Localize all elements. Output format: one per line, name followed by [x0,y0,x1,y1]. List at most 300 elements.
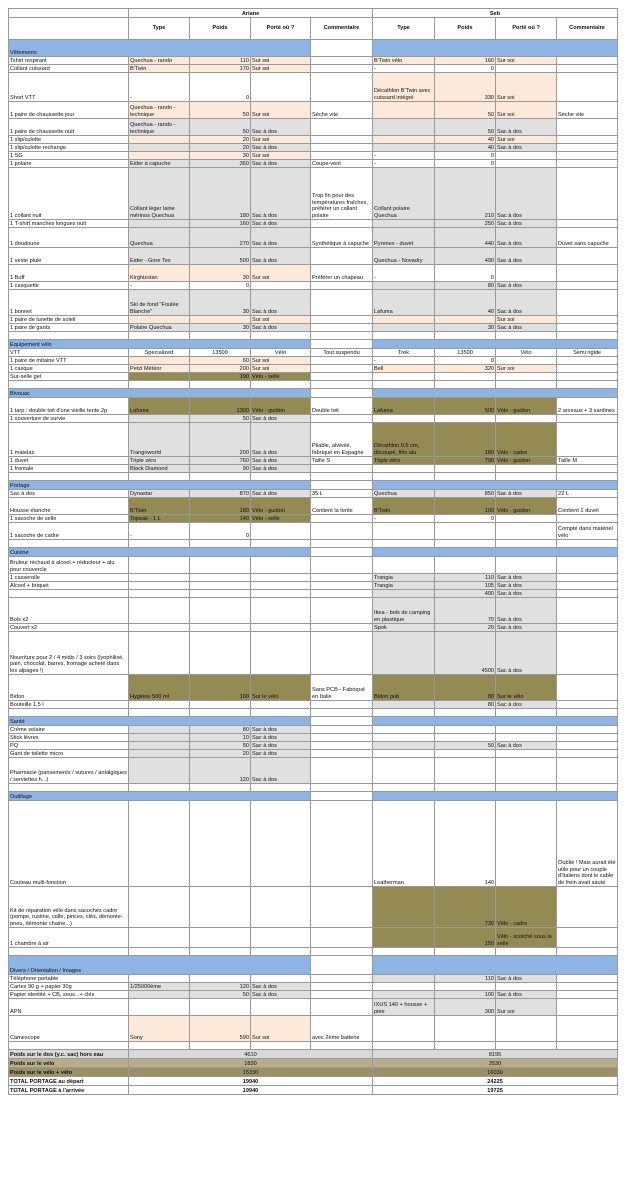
ariane-commentaire: Pliable, alvéolé, fabriqué en Espagne [311,423,373,457]
seb-poids [435,332,496,340]
seb-porte-ou: Vélo - cadre [496,423,557,457]
ariane-commentaire [311,119,373,136]
seb-type: Collant polaire Quechua [373,168,435,220]
item-label: 1 tarp : double toit d'une vieille tente 2p [9,398,129,415]
table-row [9,119,618,136]
ariane-poids: 0 [190,523,251,540]
ariane-poids: 0 [190,73,251,102]
seb-poids: 80 [435,675,496,701]
table-row [9,282,618,290]
table-row [9,975,618,983]
section-title: Portage [9,481,311,490]
table-row [9,1016,618,1042]
table-row [9,784,618,792]
ariane-commentaire [311,465,373,473]
ariane-commentaire [311,144,373,152]
section-header-row [9,792,618,801]
seb-porte-ou [496,983,557,991]
seb-porte-ou: Sur soi [496,57,557,65]
seb-commentaire [557,119,618,136]
seb-poids: 0 [435,160,496,168]
ariane-commentaire [311,316,373,324]
seb-poids: 490 [435,248,496,265]
ariane-type: Petzl Météor [129,365,190,373]
seb-porte-ou [496,465,557,473]
ariane-porte-ou [251,801,311,887]
ariane-porte-ou: Vélo - selle [251,373,311,381]
seb-porte-ou: Sur soi [496,73,557,102]
table-row [9,228,618,248]
ariane-poids: 20 [190,144,251,152]
seb-commentaire [557,357,618,365]
ariane-type [129,357,190,365]
ariane-type [129,726,190,734]
table-row [9,983,618,991]
item-label: 1 casquette [9,282,129,290]
seb-porte-ou: Sac à dos [496,632,557,675]
seb-porte-ou: Sac à dos [496,490,557,498]
seb-commentaire [557,983,618,991]
item-label: Bidon [9,675,129,701]
table-row [9,248,618,265]
seb-commentaire [557,332,618,340]
ariane-type [129,750,190,758]
seb-type [373,709,435,717]
seb-type [373,742,435,750]
ariane-type: - [129,282,190,290]
table-row [9,65,618,73]
seb-commentaire [557,465,618,473]
seb-type [373,590,435,598]
item-label [9,590,129,598]
seb-porte-ou [496,540,557,548]
ariane-type [129,316,190,324]
seb-poids [435,540,496,548]
ariane-porte-ou [251,473,311,481]
total-row [9,1050,618,1059]
seb-commentaire: Contient 1 duvet [557,498,618,515]
seb-porte-ou [496,515,557,523]
ariane-commentaire [311,136,373,144]
ariane-poids: 180 [190,168,251,220]
seb-porte-ou [496,332,557,340]
section-fill [373,792,618,801]
table-row [9,265,618,282]
col-header-porte-ou: Porté où ? [251,18,311,40]
ariane-porte-ou [251,381,311,389]
item-label: VTT [9,349,129,357]
seb-commentaire [557,57,618,65]
ariane-commentaire [311,734,373,742]
item-label: 1 matelas [9,423,129,457]
item-label: Housse étanche [9,498,129,515]
ariane-commentaire [311,290,373,316]
ariane-porte-ou: Sac à dos [251,991,311,999]
seb-type [373,465,435,473]
seb-type: Trangia [373,574,435,582]
total-label: Poids sur le vélo [9,1059,129,1068]
seb-poids: 50 [435,102,496,119]
ariane-porte-ou: Sac à dos [251,220,311,228]
ariane-type: Sony [129,1016,190,1042]
table-row [9,734,618,742]
seb-commentaire: 22 L [557,490,618,498]
seb-commentaire [557,975,618,983]
ariane-commentaire: Synthétique à capuche [311,228,373,248]
seb-poids: 250 [435,220,496,228]
seb-type: Décathlon 0,5 cm, découpé, film alu [373,423,435,457]
seb-commentaire [557,168,618,220]
ariane-poids [190,590,251,598]
seb-porte-ou: Sur soi [496,102,557,119]
col-header-commentaire: Commentaire [557,18,618,40]
seb-commentaire [557,701,618,709]
table-row [9,73,618,102]
seb-porte-ou [496,1042,557,1050]
ariane-commentaire [311,975,373,983]
ariane-commentaire [311,784,373,792]
ariane-commentaire [311,152,373,160]
ariane-type: B'Twin [129,498,190,515]
ariane-commentaire [311,523,373,540]
ariane-porte-ou [251,624,311,632]
ariane-type: Quechua [129,228,190,248]
seb-commentaire [557,290,618,316]
ariane-commentaire [311,598,373,624]
table-row [9,332,618,340]
section-gap [311,340,373,349]
ariane-porte-ou: Vélo [251,349,311,357]
ariane-porte-ou: Sur soi [251,102,311,119]
ariane-commentaire [311,357,373,365]
table-row [9,582,618,590]
table-row [9,498,618,515]
seb-poids: 0 [435,65,496,73]
item-label: Téléphone portable [9,975,129,983]
ariane-type [129,332,190,340]
table-row [9,726,618,734]
ariane-porte-ou: Sur soi [251,136,311,144]
ariane-type: 1/25000ème [129,983,190,991]
ariane-porte-ou: Sur soi [251,1016,311,1042]
ariane-porte-ou [251,523,311,540]
seb-porte-ou: Vélo - cadre [496,887,557,928]
ariane-poids: 0 [190,282,251,290]
item-label: Pharmacie (pansements / sutures / antalgiques / serviettes h...) [9,758,129,784]
ariane-poids [190,381,251,389]
ariane-poids [190,1042,251,1050]
item-label: Papier identité + CB, sous...+ clés [9,991,129,999]
table-row [9,423,618,457]
ariane-porte-ou: Sur soi [251,265,311,282]
ariane-poids: 200 [190,365,251,373]
section-gap [311,956,373,975]
seb-poids [435,523,496,540]
table-row [9,675,618,701]
ariane-poids [190,332,251,340]
seb-commentaire [557,365,618,373]
ariane-type: Black Diamond [129,465,190,473]
total-label: Poids sur le dos (y.c. sac) hors eau [9,1050,129,1059]
table-row [9,598,618,624]
seb-type: Leatherman [373,801,435,887]
ariane-commentaire [311,381,373,389]
item-label: 1 slip/culotte rechange [9,144,129,152]
section-header-row [9,40,618,57]
ariane-type: Specialized [129,349,190,357]
item-label: Bouteille 1,5 l [9,701,129,709]
seb-commentaire [557,515,618,523]
seb-commentaire [557,999,618,1016]
ariane-commentaire [311,582,373,590]
seb-type [373,136,435,144]
seb-porte-ou [496,265,557,282]
seb-poids [435,373,496,381]
item-label [9,540,129,548]
ariane-type: - [129,523,190,540]
seb-commentaire: Semi rigide [557,349,618,357]
person-header-seb: Seb [373,9,618,18]
item-label: 1 sacoche de selle [9,515,129,523]
seb-porte-ou [496,381,557,389]
table-row [9,490,618,498]
seb-porte-ou: Sur soi [496,136,557,144]
seb-poids [435,473,496,481]
seb-porte-ou [496,801,557,887]
seb-commentaire [557,784,618,792]
ariane-commentaire: Tout suspendu [311,349,373,357]
seb-porte-ou [496,473,557,481]
seb-commentaire [557,632,618,675]
ariane-poids: 50 [190,742,251,750]
seb-poids [435,784,496,792]
seb-commentaire [557,624,618,632]
item-label: 1 paire de chaussette jour [9,102,129,119]
ariane-type [129,381,190,389]
ariane-porte-ou [251,73,311,102]
seb-type: - [373,152,435,160]
seb-porte-ou: Sur soi [496,365,557,373]
seb-commentaire [557,574,618,582]
ariane-commentaire [311,701,373,709]
ariane-type: B'Twin [129,65,190,73]
seb-commentaire [557,373,618,381]
ariane-commentaire [311,948,373,956]
seb-porte-ou: Sac à dos [496,624,557,632]
ariane-porte-ou: Sur soi [251,316,311,324]
ariane-porte-ou: Sac à dos [251,160,311,168]
seb-commentaire [557,1042,618,1050]
ariane-commentaire [311,540,373,548]
ariane-porte-ou: Sac à dos [251,750,311,758]
seb-type: Lafuma [373,398,435,415]
ariane-porte-ou [251,975,311,983]
seb-poids: 100 [435,498,496,515]
seb-poids [435,983,496,991]
ariane-type: Dynastar [129,490,190,498]
ariane-commentaire: Sèche vite [311,102,373,119]
ariane-porte-ou [251,709,311,717]
ariane-type [129,975,190,983]
seb-type [373,415,435,423]
seb-poids: 100 [435,991,496,999]
total-ariane: 19940 [129,1077,373,1086]
ariane-porte-ou [251,598,311,624]
table-row [9,373,618,381]
ariane-porte-ou: Sac à dos [251,490,311,498]
seb-commentaire [557,1016,618,1042]
ariane-type [129,784,190,792]
item-label: Bols x2 [9,598,129,624]
ariane-poids: 50 [190,119,251,136]
seb-commentaire [557,734,618,742]
seb-poids: 20 [435,624,496,632]
seb-commentaire [557,423,618,457]
ariane-porte-ou: Sac à dos [251,324,311,332]
ariane-type: Quechua - rando - technique [129,119,190,136]
ariane-type: Triple zéro [129,457,190,465]
seb-type [373,119,435,136]
seb-porte-ou [496,734,557,742]
ariane-type: Hygiène 500 ml [129,675,190,701]
table-row [9,381,618,389]
seb-porte-ou: Sac à dos [496,991,557,999]
seb-commentaire [557,282,618,290]
section-header-row [9,956,618,975]
seb-poids: 320 [435,365,496,373]
ariane-poids: 100 [190,675,251,701]
seb-type: Pyrenex - duvet [373,228,435,248]
item-label: PQ [9,742,129,750]
seb-poids: 110 [435,975,496,983]
seb-type: Quechua - Novadry [373,248,435,265]
ariane-porte-ou: Sac à dos [251,465,311,473]
ariane-type [129,220,190,228]
total-ariane: 19940 [129,1086,373,1095]
ariane-commentaire [311,65,373,73]
ariane-poids: 90 [190,465,251,473]
ariane-poids: 10 [190,734,251,742]
table-row [9,324,618,332]
ariane-commentaire [311,1042,373,1050]
ariane-commentaire [311,332,373,340]
seb-type: - [373,265,435,282]
table-row [9,102,618,119]
seb-porte-ou [496,373,557,381]
seb-commentaire [557,144,618,152]
seb-type: Lafuma [373,290,435,316]
corner-cell [9,9,129,18]
ariane-porte-ou: Sur soi [251,357,311,365]
seb-porte-ou: Sur le vélo [496,675,557,701]
ariane-porte-ou: Sac à dos [251,144,311,152]
table-row [9,999,618,1016]
ariane-commentaire: Préférer un chapeau [311,265,373,282]
ariane-type [129,709,190,717]
seb-type: Décathlon B'Twin avec cuissard intégré [373,73,435,102]
ariane-type [129,991,190,999]
ariane-poids [190,784,251,792]
seb-poids: 730 [435,887,496,928]
ariane-poids [190,557,251,574]
seb-porte-ou: Vélo - guidon [496,498,557,515]
seb-commentaire [557,265,618,282]
seb-poids: 40 [435,136,496,144]
seb-porte-ou [496,357,557,365]
item-label: Tshirt respirant [9,57,129,65]
seb-commentaire [557,582,618,590]
seb-poids [435,948,496,956]
seb-commentaire: Compté dans matériel vélo [557,523,618,540]
item-label: 1 couverture de survie [9,415,129,423]
seb-commentaire [557,928,618,948]
ariane-commentaire [311,324,373,332]
item-label: 1 SG [9,152,129,160]
seb-type: Triple zéro [373,457,435,465]
ariane-poids [190,574,251,582]
seb-poids [435,734,496,742]
ariane-porte-ou [251,887,311,928]
table-row [9,750,618,758]
table-row [9,801,618,887]
total-ariane: 1830 [129,1059,373,1068]
seb-porte-ou [496,415,557,423]
seb-commentaire [557,709,618,717]
table-row [9,709,618,717]
seb-commentaire [557,415,618,423]
seb-commentaire [557,473,618,481]
item-label [9,381,129,389]
seb-poids: 80 [435,701,496,709]
ariane-porte-ou: Sac à dos [251,415,311,423]
seb-type: Trangia [373,582,435,590]
seb-type [373,373,435,381]
seb-poids: 105 [435,582,496,590]
seb-porte-ou: Vélo - guidon [496,398,557,415]
spreadsheet [8,8,617,1095]
ariane-type [129,734,190,742]
ariane-commentaire [311,991,373,999]
seb-commentaire [557,73,618,102]
ariane-poids: 870 [190,490,251,498]
item-label: Sur-selle gel [9,373,129,381]
seb-porte-ou: Sur soi [496,316,557,324]
seb-porte-ou: Sac à dos [496,119,557,136]
seb-porte-ou: Sac à dos [496,574,557,582]
ariane-poids: 110 [190,57,251,65]
ariane-porte-ou: Vélo - selle [251,515,311,523]
table-row [9,701,618,709]
section-fill [373,956,618,975]
seb-type [373,473,435,481]
ariane-porte-ou [251,557,311,574]
ariane-porte-ou [251,928,311,948]
item-label: Gant de toilette micro [9,750,129,758]
seb-poids: 50 [435,742,496,750]
item-label: 1 doudoune [9,228,129,248]
seb-porte-ou: Sac à dos [496,324,557,332]
ariane-poids [190,316,251,324]
ariane-porte-ou: Sur soi [251,65,311,73]
ariane-poids: 120 [190,983,251,991]
total-ariane: 15330 [129,1068,373,1077]
ariane-poids: 360 [190,160,251,168]
seb-porte-ou: Sac à dos [496,168,557,220]
total-seb: 8195 [373,1050,618,1059]
seb-type: - [373,65,435,73]
item-label: 1 collant nuit [9,168,129,220]
seb-poids: 330 [435,73,496,102]
